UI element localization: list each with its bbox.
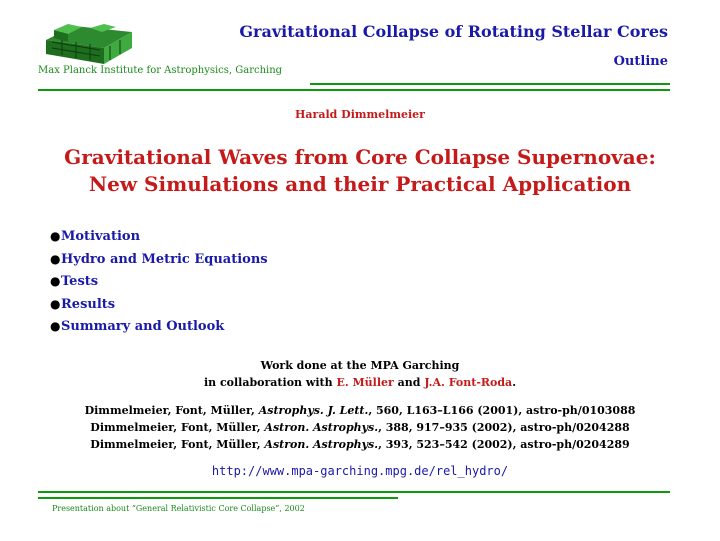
outline-item[interactable]: ●Tests (50, 271, 268, 294)
slide-title-line-1: Gravitational Waves from Core Collapse Supernovae: (64, 145, 656, 169)
collaborator-name: E. Müller (336, 376, 394, 389)
header-divider-top (310, 83, 670, 85)
section-label: Outline (613, 54, 668, 69)
footer-divider-bottom (38, 497, 398, 499)
bullet-icon: ● (50, 229, 61, 243)
author-name: Harald Dimmelmeier (295, 108, 425, 121)
slide-title-line-2: New Simulations and their Practical Application (88, 172, 632, 196)
credits-line-1: Work done at the MPA Garching (260, 359, 460, 372)
outline-item[interactable]: ●Results (50, 294, 268, 317)
reference-line: Dimmelmeier, Font, Müller, Astron. Astrophys., 388, 917–935 (2002), astro-ph/0204288 (90, 421, 630, 434)
reference-line: Dimmelmeier, Font, Müller, Astron. Astrophys., 393, 523–542 (2002), astro-ph/0204289 (90, 438, 630, 451)
collaborator-name: J.A. Font-Roda (424, 376, 513, 389)
header-divider-bottom (38, 89, 670, 91)
bullet-icon: ● (50, 251, 61, 266)
institute-label: Max Planck Institute for Astrophysics, Garching (38, 65, 283, 76)
credits (0, 357, 720, 391)
outline-item[interactable]: ●Hydro and Metric Equations (50, 249, 268, 272)
bullet-icon: ● (50, 319, 61, 333)
project-url-link[interactable]: http://www.mpa-garching.mpg.de/rel_hydro/ (211, 464, 509, 478)
bullet-icon: ● (50, 296, 61, 311)
outline-list (50, 226, 268, 339)
footer-divider-top (38, 491, 670, 493)
references (0, 402, 720, 453)
mpg-building-logo-icon (42, 18, 134, 66)
footer-note: Presentation about “General Relativistic Core Collapse”, 2002 (52, 504, 305, 513)
slide-title (0, 144, 720, 198)
outline-item[interactable]: ●Summary and Outlook (50, 316, 268, 339)
reference-line: Dimmelmeier, Font, Müller, Astrophys. J. Lett., 560, L163–L166 (2001), astro-ph/0103088 (84, 404, 636, 417)
bullet-icon: ● (50, 274, 61, 288)
presentation-title: Gravitational Collapse of Rotating Stellar Cores (239, 22, 668, 41)
credits-line-2: in collaboration with E. Müller and J.A. Font-Roda. (203, 376, 517, 389)
outline-item[interactable]: ●Motivation (50, 226, 268, 249)
